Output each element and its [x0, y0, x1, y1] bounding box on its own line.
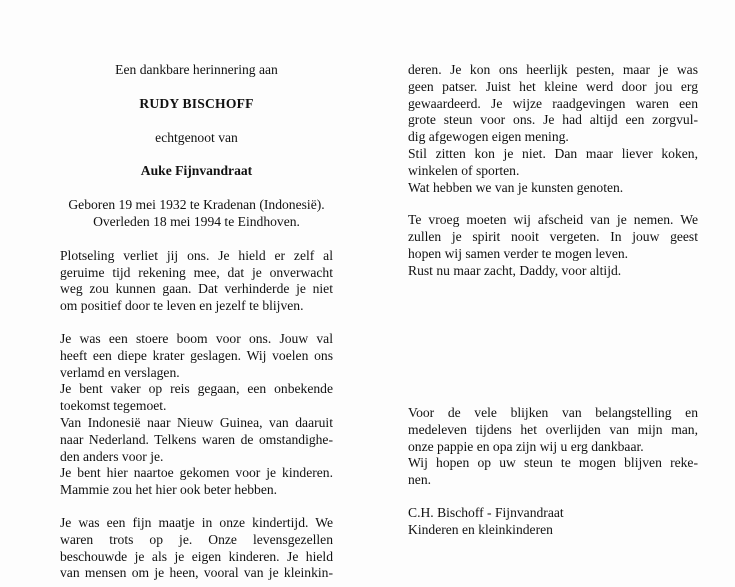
text-line: Je was een stoere boom voor ons. Jouw val: [60, 330, 333, 346]
intro-line: Een dankbare herinnering aan: [115, 62, 278, 77]
text-line: medeleven tijdens het overlijden van mijn man,: [408, 421, 698, 437]
paragraph-2: [60, 331, 333, 499]
relation-line: echtgenoot van: [155, 129, 238, 145]
text-line: Rust nu maar zacht, Daddy, voor altijd.: [408, 262, 622, 278]
text-line: om positief door te leven en jezelf te blijven.: [60, 298, 304, 314]
text-line: winkelen of sporten.: [408, 162, 520, 178]
paragraph-1: [60, 248, 333, 315]
text-line: nen.: [408, 472, 432, 488]
birth-line: Geboren 19 mei 1932 te Kradenan (Indonesië).: [68, 197, 325, 213]
text-line: onze pappie en opa zijn wij u erg dankbaar.: [408, 438, 644, 454]
right-column: [408, 62, 698, 280]
paragraph-3: [60, 515, 333, 582]
text-line: geen patser. Juist het kleine werd door jou erg: [408, 78, 698, 94]
death-line: Overleden 18 mei 1994 te Eindhoven.: [93, 213, 300, 229]
acknowledgement-block: [408, 405, 698, 539]
text-line: verlamd en verslagen.: [60, 364, 180, 380]
text-line: zullen je spirit nooit vergeten. In jouw geest: [408, 229, 698, 245]
text-line: van mensen om je heen, vooral van je kleinkin-: [60, 565, 333, 581]
spouse-name: Auke Fijnvandraat: [140, 163, 253, 179]
deceased-name: RUDY BISCHOFF: [139, 95, 254, 111]
signature-line: Kinderen en kleinkinderen: [408, 521, 553, 537]
text-line: Van Indonesië naar Nieuw Guinea, van daaruit: [60, 414, 333, 430]
text-line: Te vroeg moeten wij afscheid van je nemen. We: [408, 212, 698, 228]
text-line: gewaardeerd. Je wijze raadgevingen waren een: [408, 95, 698, 111]
text-line: deren. Je kon ons heerlijk pesten, maar je was: [408, 62, 698, 77]
text-line: geruime tijd rekening mee, dat je onverwacht: [60, 264, 333, 280]
text-line: naar Nederland. Telkens waren de omstandighe-: [60, 431, 333, 447]
signature: [408, 505, 698, 539]
text-line: den anders voor je.: [60, 448, 164, 464]
text-line: heeft een diepe krater geslagen. Wij voelen ons: [60, 347, 333, 363]
text-line: grote steun voor ons. Je had altijd een zorgvul-: [408, 112, 698, 128]
text-line: Wij hopen op uw steun te mogen blijven reke-: [408, 455, 698, 471]
text-line: Mammie zou het hier ook beter hebben.: [60, 482, 278, 498]
text-line: Je was een fijn maatje in onze kindertijd. We: [60, 514, 333, 530]
text-line: Voor de vele blijken van belangstelling en: [408, 405, 698, 420]
text-line: Stil zitten kon je niet. Dan maar liever koken,: [408, 145, 698, 161]
text-line: beschouwde je als je eigen kinderen. Je hield: [60, 548, 333, 564]
text-line: Plotseling verliet jij ons. Je hield er zelf al: [60, 247, 333, 263]
text-line: Wat hebben we van je kunsten genoten.: [408, 179, 624, 195]
signature-line: C.H. Bischoff - Fijnvandraat: [408, 504, 564, 520]
text-line: waren trots op je. Onze levensgezellen: [60, 531, 333, 547]
paragraph-4: [408, 62, 698, 196]
text-line: toekomst tegemoet.: [60, 398, 167, 414]
left-column: [60, 62, 333, 582]
text-line: weg zou kunnen gaan. Dat verhinderde je niet: [60, 281, 333, 297]
paragraph-5: [408, 212, 698, 279]
text-line: Je bent hier naartoe gekomen voor je kinderen.: [60, 465, 333, 481]
thanks-paragraph: [408, 405, 698, 489]
text-line: dig afgewogen eigen mening.: [408, 129, 569, 145]
text-line: Je bent vaker op reis gegaan, een onbekende: [60, 381, 333, 397]
text-line: hopen wij samen verder te mogen leven.: [408, 245, 629, 261]
